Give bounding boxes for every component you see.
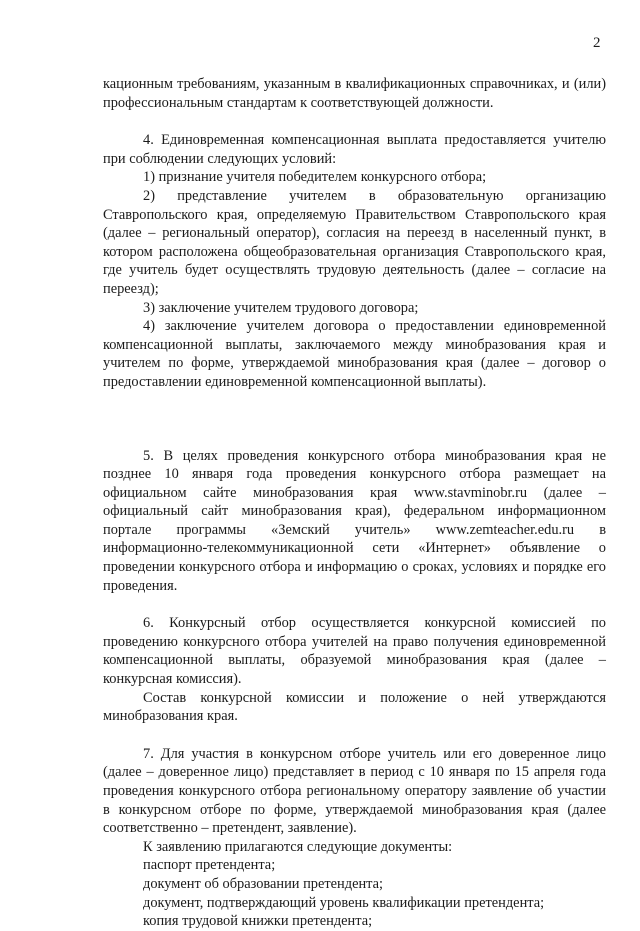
paragraph-4-item-3: 3) заключение учителем трудового договора; [143,299,419,316]
paragraph-5: 5. В целях проведения конкурсного отбора минобразования края не позднее 10 января года проведения конкурсного отбора размещает на официальном сайте минобразования края www.stavminobr.ru (далее – официальный сайт минобразования края), федеральном информационном портале программы «Земский учитель» www.zemteacher.edu.ru в информационно-телекоммуникационной сети «Интернет» объявление о проведении конкурсного отбора и информацию о сроках, условиях и порядке его проведения. [103,447,606,594]
paragraph-continuation: кационным требованиям, указанным в квалификационных справочниках, и (или) профессиональным стандартам к соответствующей должности. [103,76,606,111]
paragraph-4-item-4: 4) заключение учителем договора о предоставлении единовременной компенсационной выплаты, заключаемого между минобразования края и учителем по форме, утверждаемой минобразования края (далее – договор о предоставлении единовременной компенсационной выплаты). [103,318,606,390]
paragraph-7: 7. Для участия в конкурсном отборе учитель или его доверенное лицо (далее – доверенное лицо) представляет в период с 10 января по 15 апреля года проведения конкурсного отбора региональному оператору заявление об участии в конкурсном отборе по форме, утверждаемой минобразования края (далее соответственно – претендент, заявление). [103,745,606,837]
paragraph-6-commission: Состав конкурсной комиссии и положение о ней утверждаются минобразования края. [103,689,606,725]
document-body [103,75,606,931]
page-number: 2 [593,35,601,51]
paragraph-4-intro: 4. Единовременная компенсационная выплата предоставляется учителю при соблюдении следующих условий: [103,132,606,167]
paragraph-7-document-passport: паспорт претендента; [143,857,276,874]
paragraph-7-document-qualification: документ, подтверждающий уровень квалификации претендента; [143,894,545,911]
paragraph-7-documents-intro: К заявлению прилагаются следующие документы: [143,838,453,855]
paragraph-7-document-education: документ об образовании претендента; [143,875,384,892]
paragraph-4-item-2: 2) представление учителем в образовательную организацию Ставропольского края, определяемую Правительством Ставропольского края (далее – региональный оператор), согласия на переезд в населенный пункт, в котором расположена общеобразовательная организация Ставропольского края, где учитель будет осуществлять трудовую деятельность (далее – согласие на переезд); [103,187,606,297]
paragraph-7-document-employment-record: копия трудовой книжки претендента; [143,913,373,930]
paragraph-4-item-1: 1) признание учителя победителем конкурсного отбора; [143,169,487,186]
paragraph-6: 6. Конкурсный отбор осуществляется конкурсной комиссией по проведению конкурсного отбора учителей на право получения единовременной компенсационной выплаты, образуемой минобразования края (далее – конкурсная комиссия). [103,615,606,688]
